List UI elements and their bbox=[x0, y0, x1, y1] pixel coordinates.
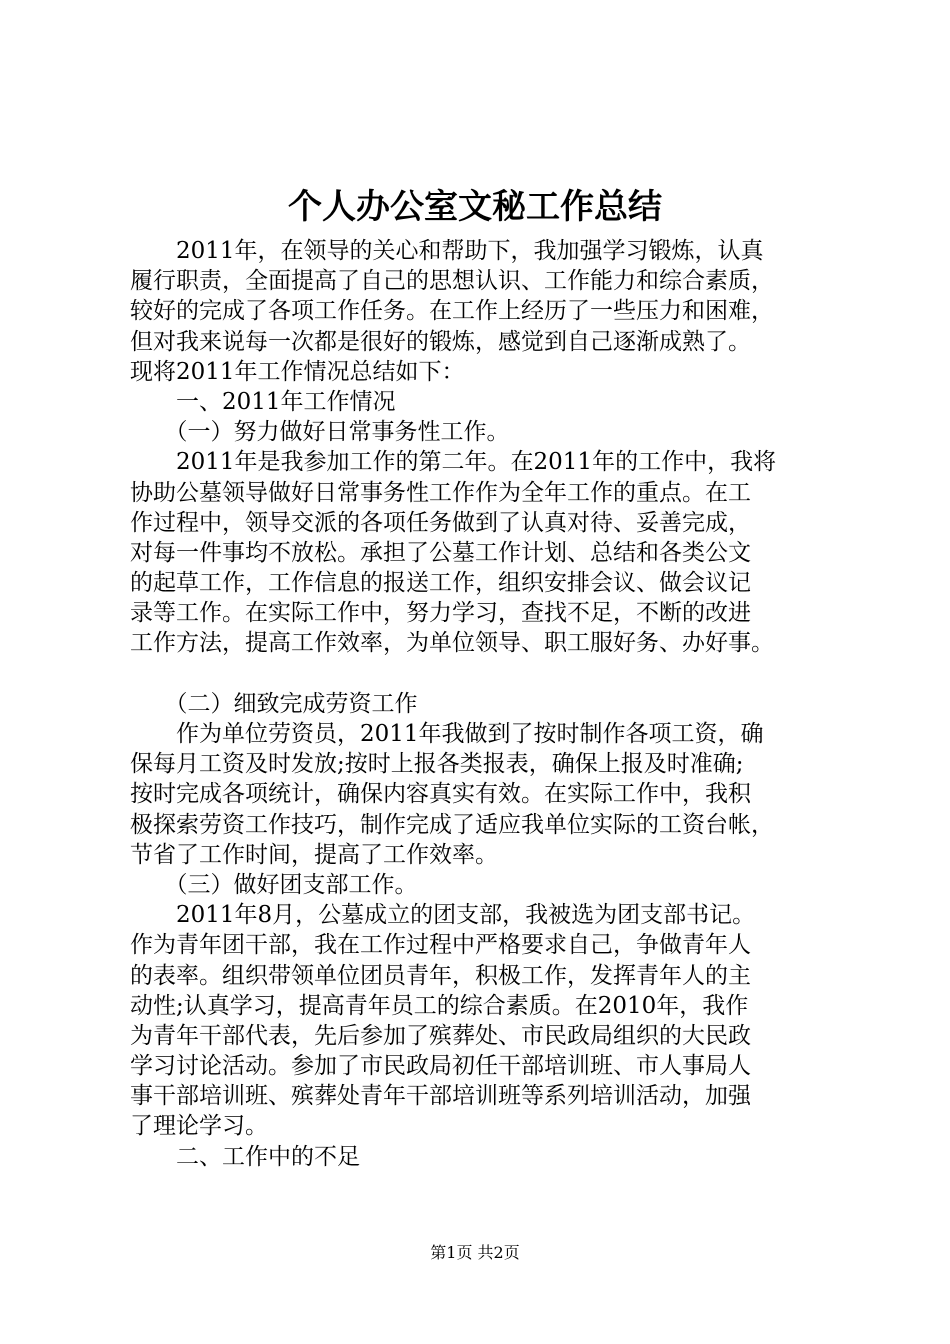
body-text-line: 按时完成各项统计，确保内容真实有效。在实际工作中，我积 bbox=[130, 781, 751, 808]
body-text-line: 对每一件事均不放松。承担了公墓工作计划、总结和各类公文 bbox=[130, 539, 751, 566]
body-text-line: （一）努力做好日常事务性工作。 bbox=[130, 419, 510, 446]
body-text-line: 动性;认真学习，提高青年员工的综合素质。在2010年，我作 bbox=[130, 992, 749, 1019]
document-title: 个人办公室文秘工作总结 bbox=[288, 187, 662, 227]
body-text-line: 作为单位劳资员，2011年我做到了按时制作各项工资，确 bbox=[130, 721, 764, 747]
body-text-line: 现将2011年工作情况总结如下： bbox=[130, 358, 465, 385]
body-text-line: 的起草工作，工作信息的报送工作，组织安排会议、做会议记 bbox=[130, 570, 751, 597]
body-text-line: 但对我来说每一次都是很好的锻炼，感觉到自己逐渐成熟了。 bbox=[130, 328, 751, 355]
body-text-line: 学习讨论活动。参加了市民政局初任干部培训班、市人事局人 bbox=[130, 1053, 751, 1080]
body-text-line: 录等工作。在实际工作中，努力学习，查找不足，不断的改进 bbox=[130, 600, 751, 627]
body-text-line: 二、工作中的不足 bbox=[130, 1143, 360, 1170]
body-text-line: 作过程中，领导交派的各项任务做到了认真对待、妥善完成， bbox=[130, 509, 751, 536]
page-footer: 第1页 共2页 bbox=[430, 1243, 520, 1262]
body-text-line: 了理论学习。 bbox=[130, 1113, 268, 1140]
body-text-line: 工作方法，提高工作效率，为单位领导、职工服好务、办好事。 bbox=[130, 630, 774, 657]
blank-line bbox=[130, 659, 820, 689]
body-text-line: 事干部培训班、殡葬处青年干部培训班等系列培训活动，加强 bbox=[130, 1083, 751, 1110]
body-text-line: 节省了工作时间，提高了工作效率。 bbox=[130, 841, 498, 868]
body-text-line: 2011年是我参加工作的第二年。在2011年的工作中，我将 bbox=[130, 449, 777, 476]
body-text-line: 极探索劳资工作技巧，制作完成了适应我单位实际的工资台帐， bbox=[130, 811, 774, 838]
body-text-line: 2011年，在领导的关心和帮助下，我加强学习锻炼，认真 bbox=[130, 238, 764, 264]
body-text-line: 一、2011年工作情况 bbox=[130, 388, 396, 415]
body-text-line: 2011年8月，公墓成立的团支部，我被选为团支部书记。 bbox=[130, 902, 756, 929]
body-text-line: （三）做好团支部工作。 bbox=[130, 871, 418, 898]
body-text-line: （二）细致完成劳资工作 bbox=[130, 690, 418, 717]
body-text-line: 为青年干部代表，先后参加了殡葬处、市民政局组织的大民政 bbox=[130, 1022, 751, 1049]
body-text-line: 履行职责，全面提高了自己的思想认识、工作能力和综合素质， bbox=[130, 268, 774, 295]
document-body bbox=[130, 236, 820, 1172]
body-text-line: 协助公墓领导做好日常事务性工作作为全年工作的重点。在工 bbox=[130, 479, 751, 506]
body-text-line: 保每月工资及时发放;按时上报各类报表，确保上报及时准确; bbox=[130, 751, 744, 778]
body-text-line: 的表率。组织带领单位团员青年，积极工作，发挥青年人的主 bbox=[130, 962, 751, 989]
body-text-line: 作为青年团干部，我在工作过程中严格要求自己，争做青年人 bbox=[130, 932, 751, 959]
body-text-line: 较好的完成了各项工作任务。在工作上经历了一些压力和困难， bbox=[130, 298, 774, 325]
